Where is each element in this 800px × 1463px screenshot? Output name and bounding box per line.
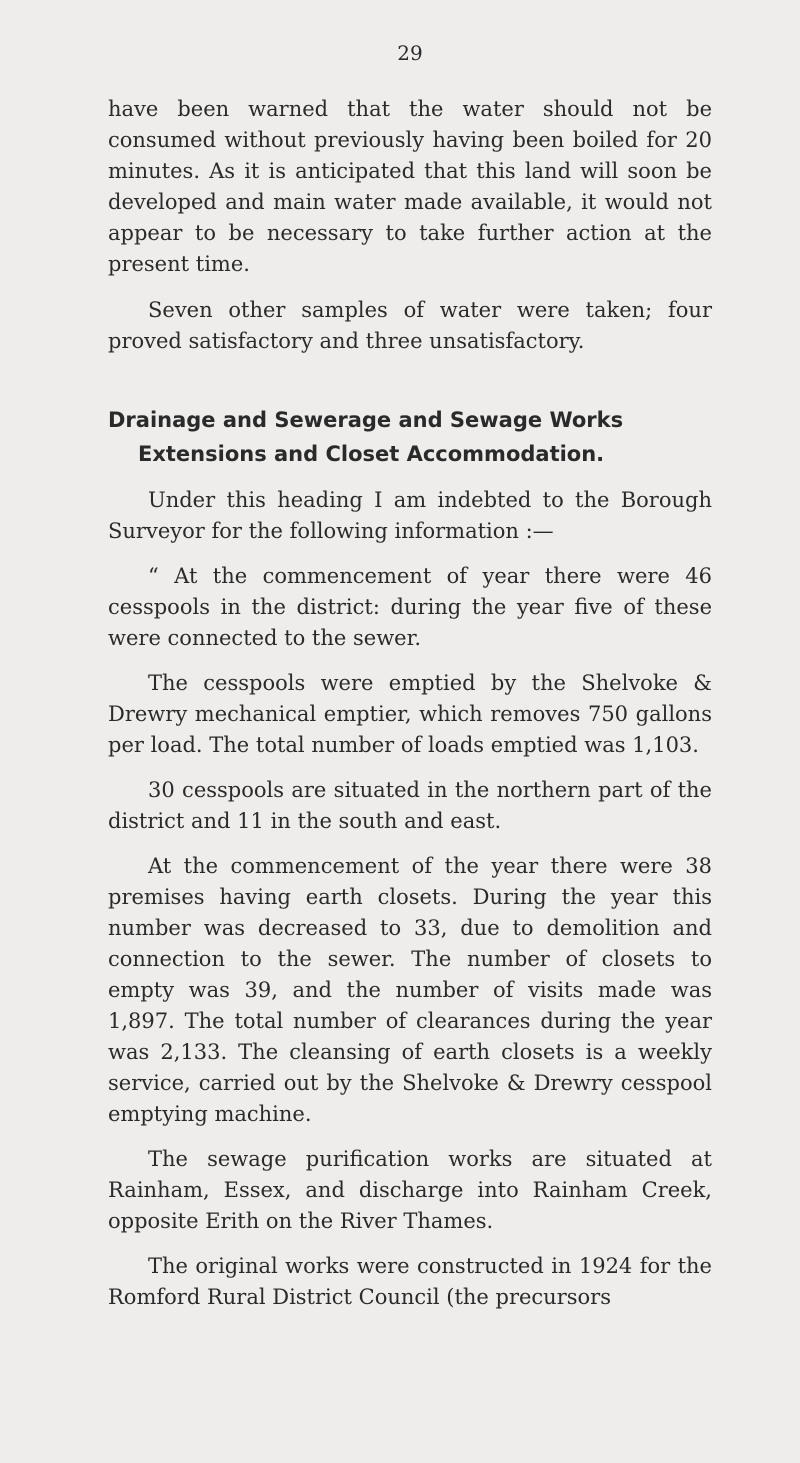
paragraph-sewage-works: The sewage purification works are situated at Rainham, Essex, and discharge into Rainham Creek, opposite Erith on the River Thames. xyxy=(108,1147,712,1233)
page-number: 29 xyxy=(397,41,423,65)
section-heading-line-2: Extensions and Closet Accommodation. xyxy=(138,442,605,466)
paragraph-cesspools-count: “ At the commencement of year there were 46 cesspools in the district: during the year five of these were connected to the sewer. xyxy=(108,564,712,650)
section-heading-line-1: Drainage and Sewerage and Sewage Works xyxy=(108,408,624,432)
paragraph-water-samples: Seven other samples of water were taken; four proved satisfactory and three unsatisfactory. xyxy=(108,298,712,353)
paragraph-cesspools-emptying: The cesspools were emptied by the Shelvoke & Drewry mechanical emptier, which removes 750 gallons per load. The total number of loads emptied was 1,103. xyxy=(108,671,712,757)
paragraph-water-warning: have been warned that the water should not be consumed without previously having been boiled for 20 minutes. As it is anticipated that this land will soon be developed and main water made available, it would not appear to be necessary to take further action at the present time. xyxy=(108,97,712,276)
paragraph-earth-closets: At the commencement of the year there were 38 premises having earth closets. During the year this number was decreased to 33, due to demolition and connection to the sewer. The number of closets to empty was 39, and the number of visits made was 1,897. The total number of clearances during the year was 2,133. The cleansing of earth closets is a weekly service, carried out by the Shelvoke & Drewry cesspool emptying machine. xyxy=(108,854,712,1126)
section-heading xyxy=(108,403,712,471)
paragraph-cesspools-location: 30 cesspools are situated in the northern part of the district and 11 in the south and east. xyxy=(108,778,712,833)
paragraph-original-works: The original works were constructed in 1924 for the Romford Rural District Council (the precursors xyxy=(108,1254,712,1309)
paragraph-intro: Under this heading I am indebted to the Borough Surveyor for the following information :— xyxy=(108,488,712,543)
